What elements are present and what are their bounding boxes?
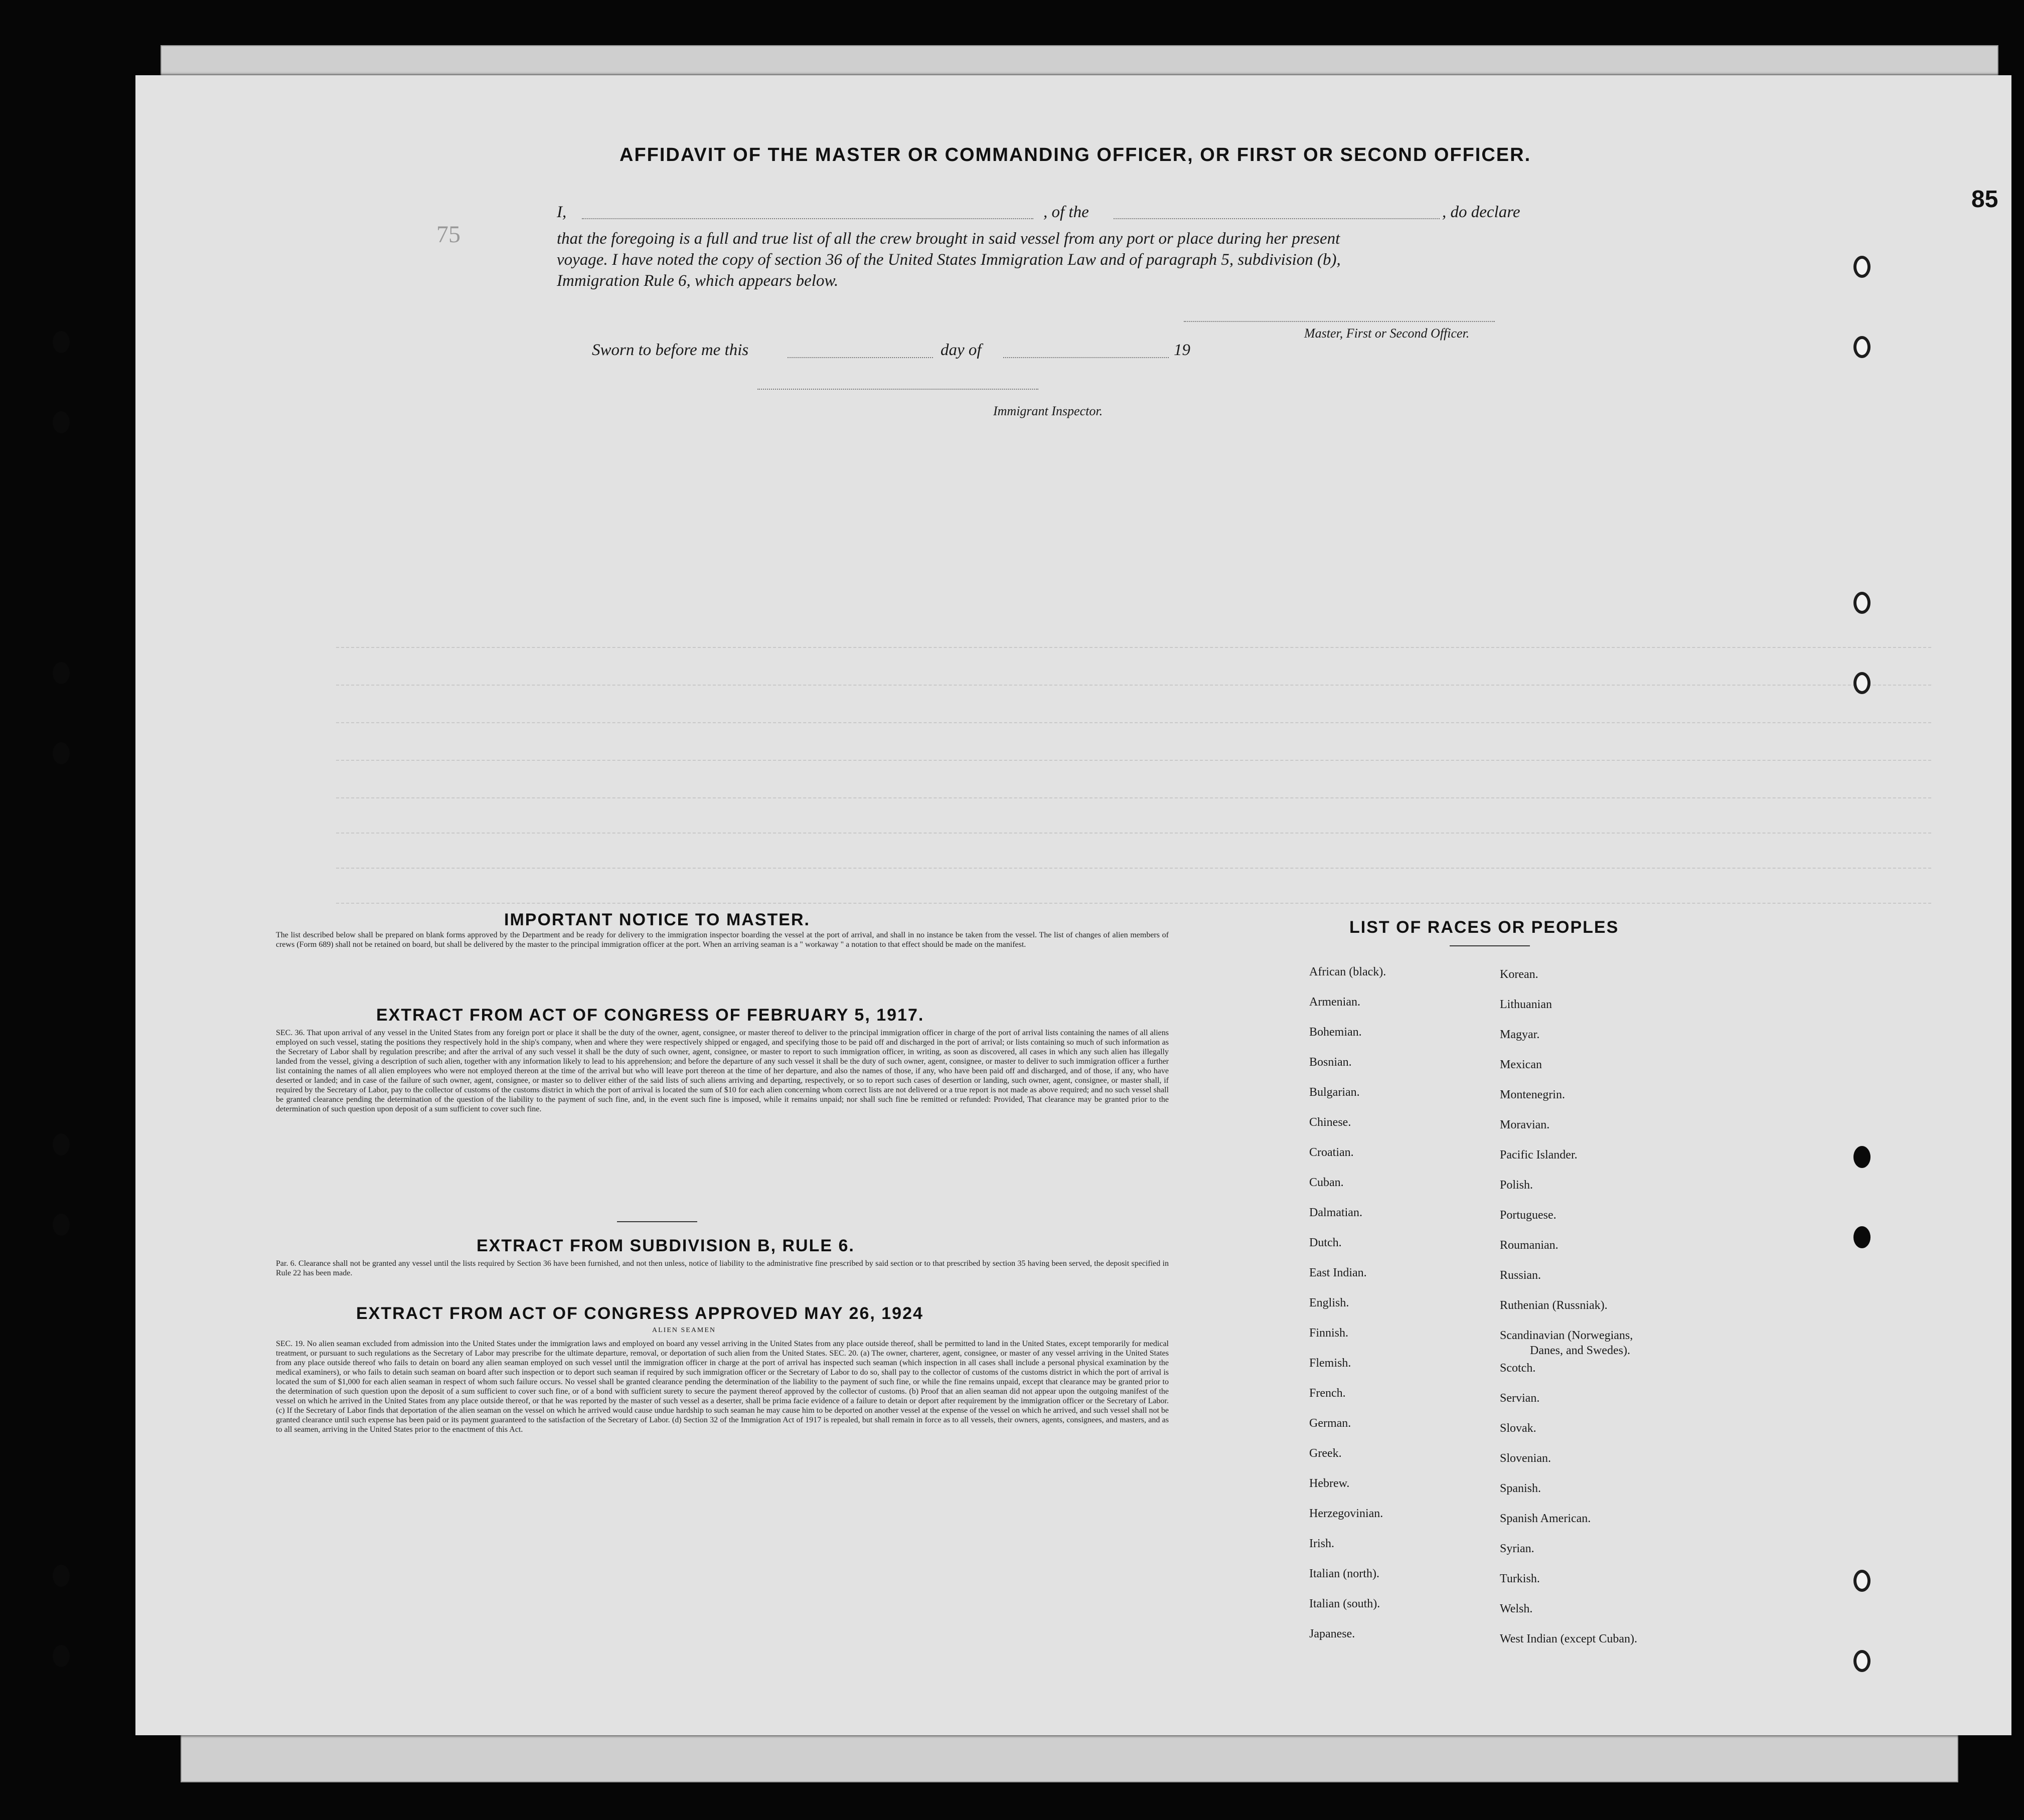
- margin-number-right: 85: [1971, 186, 1998, 213]
- race-item: Bulgarian.: [1309, 1086, 1360, 1099]
- sworn-day-blank: [788, 357, 933, 358]
- binder-hole: [1853, 1146, 1871, 1168]
- extract-1924-body: SEC. 19. No alien seaman excluded from admission into the United States under the immigration laws and employed on board any vessel arriving in the United States from any place outside thereof, shall be permitted to land in the United States, except temporarily for medical treatment, or pursuant to such regulations as the Secretary of Labor may prescribe for the ultimate departure, removal, or deportation of such alien from the United States. SEC. 20. (a) The owner, charterer, agent, consignee, or master of any vessel arriving in the United States from any place outside thereof who fails to detain on board any alien seaman employed on such vessel until the immigration officer in charge at the port of arrival has inspected such seaman (which inspection in all cases shall include a personal physical examination by the medical examiners), or who fails to detain such seaman on board after such inspection or to deport such seaman if required by such immigration officer or the Secretary of Labor to do so, shall pay to the collector of customs of the customs district in which the port of arrival is located the sum of $1,000 for each alien seaman in respect of whom such failure occurs. No vessel shall be granted clearance pending the determination of the liability to the payment of such fine, or while the fine remains unpaid, except that clearance may be granted prior to the determination of such question upon the deposit of a sum sufficient to cover such fine, or of a bond with sufficient surety to secure the payment thereof approved by the collector of customs. (b) Proof that an alien seaman did not appear upon the outgoing manifest of the vessel on which he arrived in the United States from any place outside thereof, or that he was reported by the master of such vessel as a deserter, shall be prima facie evidence of a failure to detain or deport after requirement by the immigration officer or the Secretary of Labor. (c) If the Secretary of Labor finds that deportation of the alien seaman on the vessel on which he arrived would cause undue hardship to such seaman he may cause him to be deported on another vessel at the expense of the vessel on which he arrived, and such vessel shall not be granted clearance until such expense has been paid or its payment guaranteed to the satisfaction of the Secretary of Labor. (d) Section 32 of the Immigration Act of 1917 is repealed, but shall remain in force as to all vessels, their owners, agents, consignees, and masters, and as to all seamen, arriving in the United States prior to the enactment of this Act.: [276, 1340, 1169, 1434]
- binder-hole: [1853, 1570, 1871, 1592]
- race-item: Cuban.: [1309, 1176, 1344, 1189]
- race-item: Hebrew.: [1309, 1477, 1350, 1490]
- race-item: Bosnian.: [1309, 1056, 1352, 1069]
- binder-hole: [53, 742, 70, 764]
- race-item: Finnish.: [1309, 1327, 1349, 1340]
- race-item: Magyar.: [1500, 1028, 1540, 1041]
- inspector-label: Immigrant Inspector.: [993, 404, 1103, 418]
- binder-hole: [53, 411, 70, 433]
- ruled-row: [336, 685, 1931, 686]
- binder-hole: [1853, 672, 1871, 694]
- ruled-row: [336, 833, 1931, 834]
- race-item: Turkish.: [1500, 1572, 1540, 1585]
- race-item: Flemish.: [1309, 1357, 1351, 1370]
- race-item: Slovenian.: [1500, 1452, 1551, 1465]
- ruled-row: [336, 868, 1931, 869]
- races-title: LIST OF RACES OR PEOPLES: [1349, 918, 1619, 937]
- race-item: Italian (south).: [1309, 1597, 1380, 1610]
- sworn-month-blank: [1003, 357, 1169, 358]
- extract-1924-subtitle: ALIEN SEAMEN: [652, 1327, 716, 1334]
- ruled-row: [336, 647, 1931, 648]
- affidavit-line2: that the foregoing is a full and true list of all the crew brought in said vessel from any port or place during her present: [557, 230, 1340, 248]
- extract-1924-title: EXTRACT FROM ACT OF CONGRESS APPROVED MAY 26, 1924: [356, 1304, 923, 1323]
- race-item: West Indian (except Cuban).: [1500, 1632, 1637, 1645]
- extract-rule6-title: EXTRACT FROM SUBDIVISION B, RULE 6.: [477, 1236, 855, 1255]
- race-item: Herzegovinian.: [1309, 1507, 1383, 1520]
- race-item: Spanish American.: [1500, 1512, 1591, 1525]
- race-item: East Indian.: [1309, 1266, 1367, 1279]
- vessel-blank: [1114, 218, 1440, 219]
- binder-hole: [53, 1645, 70, 1667]
- races-title-underline: [1450, 945, 1530, 946]
- binder-hole: [53, 331, 70, 353]
- race-item: Roumanian.: [1500, 1239, 1559, 1252]
- race-item: Slovak.: [1500, 1422, 1536, 1435]
- binder-hole: [1853, 336, 1871, 358]
- race-item: Welsh.: [1500, 1602, 1533, 1615]
- affidavit-i: I,: [557, 203, 567, 221]
- race-item: Bohemian.: [1309, 1026, 1362, 1039]
- race-item: Mexican: [1500, 1058, 1542, 1071]
- extract-1917-body: SEC. 36. That upon arrival of any vessel in the United States from any foreign port or place it shall be the duty of the owner, agent, consignee, or master thereof to deliver to the principal immigration officer in charge of the port of arrival lists containing the names of all aliens employed on such vessel, stating the positions they respectively hold in the ship's company, when and where they were respectively shipped or engaged, and specifying those to be paid off and discharged in the port of arrival; or lists containing so much of such information as the Secretary of Labor shall by regulation prescribe; and after the arrival of any such vessel it shall be the duty of such owner, agent, consignee, or master to report to such immigration officer, in writing, as soon as discovered, all cases in which any such alien has illegally landed from the vessel, giving a description of such alien, together with any information likely to lead to his apprehension; and before the departure of any such vessel it shall be the duty of such owner, agent, consignee, or master to deliver to such immigration officer a further list containing the names of all alien employees who were not employed thereon at the time of the arrival but who will leave port thereon at the time of her departure, and also the names of those, if any, who have been paid off and discharged, and of those, if any, who have deserted or landed; and in case of the failure of such owner, agent, consignee, or master so to deliver either of the said lists of such aliens arriving and departing, respectively, or so to report such cases of desertion or landing, such owner, agent, consignee, or master shall, if required by the Secretary of Labor, pay to the collector of customs of the customs district in which the port of arrival is located the sum of $10 for each alien concerning whom correct lists are not delivered or a true report is not made as above required; and no such vessel shall be granted clearance pending the determination of the question of the liability to the payment of such fine, and, in the event such fine is imposed, while it remains unpaid; nor shall such fine be remitted or refunded: Provided, That clearance may be granted prior to the determination of such question upon deposit of a sum sufficient to cover such fine.: [276, 1029, 1169, 1113]
- binder-hole: [1853, 1226, 1871, 1248]
- race-item: Scotch.: [1500, 1362, 1536, 1375]
- race-item: Greek.: [1309, 1447, 1342, 1460]
- binder-hole: [1853, 1650, 1871, 1672]
- race-item: Pacific Islander.: [1500, 1148, 1578, 1162]
- ruled-row: [336, 760, 1931, 761]
- race-item: Irish.: [1309, 1537, 1334, 1550]
- race-item: German.: [1309, 1417, 1351, 1430]
- race-item: Polish.: [1500, 1179, 1533, 1192]
- race-item: Dutch.: [1309, 1236, 1342, 1249]
- race-item: African (black).: [1309, 965, 1386, 978]
- binder-hole: [1853, 256, 1871, 278]
- race-item: Armenian.: [1309, 996, 1360, 1009]
- race-item: Portuguese.: [1500, 1209, 1556, 1222]
- race-item: French.: [1309, 1387, 1346, 1400]
- affidavit-title: AFFIDAVIT OF THE MASTER OR COMMANDING OFFICER, OR FIRST OR SECOND OFFICER.: [619, 144, 1531, 166]
- race-item: Japanese.: [1309, 1627, 1355, 1640]
- binder-hole: [1853, 592, 1871, 614]
- document-page: [135, 75, 2011, 1735]
- affidavit-line3: voyage. I have noted the copy of section 36 of the United States Immigration Law and of paragraph 5, subdivision (b),: [557, 251, 1341, 269]
- name-blank: [582, 218, 1033, 219]
- margin-number-left: 75: [436, 221, 460, 248]
- affidavit-of-the: , of the: [1043, 203, 1089, 221]
- notice-title: IMPORTANT NOTICE TO MASTER.: [504, 910, 810, 929]
- ruled-row: [336, 903, 1931, 904]
- affidavit-line4: Immigration Rule 6, which appears below.: [557, 272, 839, 290]
- race-item: Scandinavian (Norwegians,: [1500, 1329, 1633, 1342]
- extract-rule6-body: Par. 6. Clearance shall not be granted any vessel until the lists required by Section 36 have been furnished, and not then unless, notice of liability to the administrative fine prescribed by said section or to that prescribed by section 35 having been served, the deposit specified in Rule 22 has been made.: [276, 1259, 1169, 1277]
- race-item: Croatian.: [1309, 1146, 1354, 1159]
- race-item: Korean.: [1500, 968, 1538, 981]
- race-item: Ruthenian (Russniak).: [1500, 1299, 1608, 1312]
- year-prefix: 19: [1174, 341, 1190, 359]
- binder-hole: [53, 1214, 70, 1236]
- inspector-signature-line: [757, 389, 1038, 390]
- binder-hole: [53, 1133, 70, 1155]
- extract-1917-title: EXTRACT FROM ACT OF CONGRESS OF FEBRUARY 5, 1917.: [376, 1006, 924, 1025]
- affidavit-declare: , do declare: [1442, 203, 1520, 221]
- race-item: Russian.: [1500, 1269, 1541, 1282]
- race-item: Montenegrin.: [1500, 1088, 1565, 1101]
- sworn-text: Sworn to before me this: [592, 341, 749, 359]
- race-item: Moravian.: [1500, 1118, 1550, 1131]
- ruled-row: [336, 722, 1931, 723]
- race-item: Servian.: [1500, 1392, 1540, 1405]
- race-item: Danes, and Swedes).: [1530, 1344, 1630, 1357]
- signature-label: Master, First or Second Officer.: [1304, 326, 1470, 341]
- notice-body: The list described below shall be prepared on blank forms approved by the Department and be ready for delivery to the immigration inspector boarding the vessel at the port of arrival, and shall in no instance be taken from the vessel. The list of changes of alien members of crews (Form 689) shall not be retained on board, but shall be delivered by the master to the principal immigration officer at the port. When an arriving seaman is a " workaway " a notation to that effect should be made on the manifest.: [276, 931, 1169, 949]
- section-divider: [617, 1221, 697, 1222]
- race-item: Chinese.: [1309, 1116, 1351, 1129]
- race-item: Syrian.: [1500, 1542, 1534, 1555]
- race-item: Italian (north).: [1309, 1567, 1379, 1580]
- race-item: Lithuanian: [1500, 998, 1552, 1011]
- race-item: Dalmatian.: [1309, 1206, 1362, 1219]
- race-item: Spanish.: [1500, 1482, 1541, 1495]
- binder-hole: [53, 1565, 70, 1587]
- day-of-text: day of: [941, 341, 982, 359]
- ruled-row: [336, 797, 1931, 798]
- binder-hole: [53, 662, 70, 684]
- signature-line: [1184, 321, 1495, 322]
- race-item: English.: [1309, 1296, 1349, 1309]
